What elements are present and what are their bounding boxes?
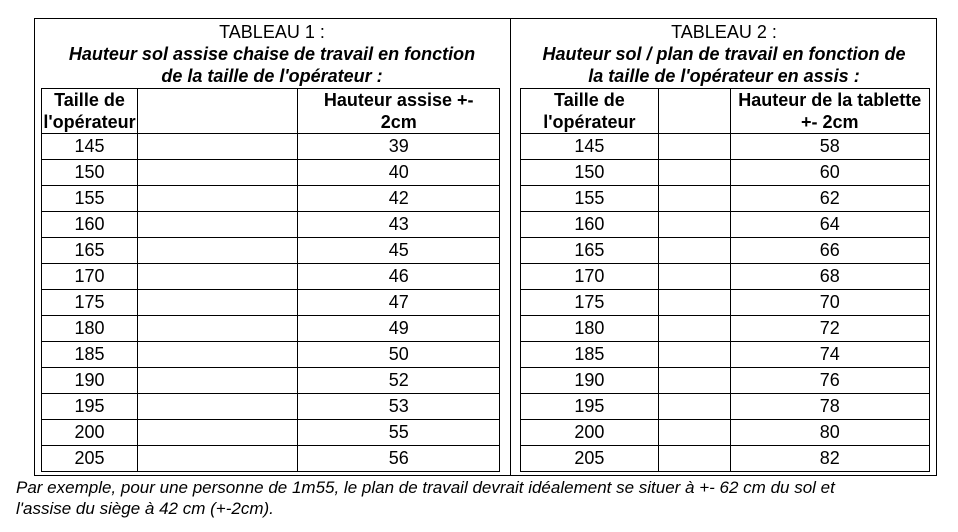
cell-taille: 195 xyxy=(521,394,659,420)
column-header-hauteur-assise xyxy=(298,89,500,134)
cell-empty xyxy=(658,316,730,342)
table-header-row xyxy=(521,89,930,134)
note-line1: Par exemple, pour une personne de 1m55, le plan de travail devrait idéalement se situer à +- 62 cm du sol et xyxy=(16,478,835,497)
table-row xyxy=(521,134,930,160)
cell-hauteur: 49 xyxy=(298,316,500,342)
table-header-row xyxy=(42,89,500,134)
cell-empty xyxy=(658,212,730,238)
cell-taille: 155 xyxy=(42,186,138,212)
header-line: Hauteur de la tablette xyxy=(738,90,922,110)
cell-hauteur: 55 xyxy=(298,420,500,446)
cell-hauteur: 82 xyxy=(730,446,929,472)
panel-tableau-1 xyxy=(34,18,510,87)
cell-empty xyxy=(137,394,297,420)
header-line: +- 2cm xyxy=(800,112,859,132)
table-row xyxy=(42,160,500,186)
tableau-2-subtitle-line2: la taille de l'opérateur en assis : xyxy=(588,66,860,86)
column-header-hauteur-tablette xyxy=(730,89,929,134)
table-row xyxy=(42,290,500,316)
header-line: l'opérateur xyxy=(43,112,136,132)
cell-empty xyxy=(658,186,730,212)
cell-taille: 205 xyxy=(42,446,138,472)
table-tableau-2 xyxy=(520,88,930,472)
table-row xyxy=(42,238,500,264)
table-row xyxy=(521,342,930,368)
cell-empty xyxy=(658,238,730,264)
cell-empty xyxy=(137,316,297,342)
cell-empty xyxy=(137,420,297,446)
cell-empty xyxy=(137,290,297,316)
table-row xyxy=(521,212,930,238)
column-header-taille xyxy=(42,89,138,134)
table-row xyxy=(521,238,930,264)
cell-empty xyxy=(658,446,730,472)
tableau-1-subtitle-line1: Hauteur sol assise chaise de travail en fonction xyxy=(68,44,476,64)
cell-taille: 190 xyxy=(42,368,138,394)
cell-taille: 160 xyxy=(42,212,138,238)
caption-tableau-2 xyxy=(511,21,937,87)
cell-taille: 180 xyxy=(521,316,659,342)
cell-taille: 200 xyxy=(521,420,659,446)
cell-hauteur: 78 xyxy=(730,394,929,420)
table-row xyxy=(42,420,500,446)
tableau-1-title: TABLEAU 1 : xyxy=(219,22,325,42)
table-row xyxy=(521,394,930,420)
table-row xyxy=(42,186,500,212)
cell-empty xyxy=(137,238,297,264)
cell-taille: 150 xyxy=(42,160,138,186)
cell-hauteur: 56 xyxy=(298,446,500,472)
cell-taille: 150 xyxy=(521,160,659,186)
cell-hauteur: 46 xyxy=(298,264,500,290)
column-header-empty xyxy=(137,89,297,134)
cell-hauteur: 45 xyxy=(298,238,500,264)
cell-taille: 185 xyxy=(42,342,138,368)
cell-hauteur: 80 xyxy=(730,420,929,446)
cell-taille: 195 xyxy=(42,394,138,420)
note-line2: l'assise du siège à 42 cm (+-2cm). xyxy=(16,499,274,518)
table-row xyxy=(521,290,930,316)
cell-hauteur: 74 xyxy=(730,342,929,368)
panel-tableau-2 xyxy=(511,18,937,87)
cell-hauteur: 42 xyxy=(298,186,500,212)
cell-taille: 200 xyxy=(42,420,138,446)
cell-empty xyxy=(137,160,297,186)
cell-taille: 160 xyxy=(521,212,659,238)
cell-taille: 165 xyxy=(42,238,138,264)
cell-taille: 175 xyxy=(521,290,659,316)
tableau-2-subtitle-line1: Hauteur sol / plan de travail en fonction de xyxy=(542,44,906,64)
cell-hauteur: 50 xyxy=(298,342,500,368)
header-line: l'opérateur xyxy=(543,112,636,132)
table-row xyxy=(42,134,500,160)
cell-empty xyxy=(658,420,730,446)
cell-empty xyxy=(658,290,730,316)
header-line: Hauteur assise +- xyxy=(323,90,474,110)
cell-hauteur: 64 xyxy=(730,212,929,238)
cell-empty xyxy=(137,446,297,472)
cell-taille: 175 xyxy=(42,290,138,316)
cell-hauteur: 72 xyxy=(730,316,929,342)
tableau-1-subtitle-line2: de la taille de l'opérateur : xyxy=(161,66,383,86)
table-row xyxy=(521,160,930,186)
cell-hauteur: 47 xyxy=(298,290,500,316)
table-row xyxy=(42,446,500,472)
table-row xyxy=(521,264,930,290)
table-row xyxy=(42,316,500,342)
table-row xyxy=(42,368,500,394)
table-row xyxy=(42,264,500,290)
tableau-2-title: TABLEAU 2 : xyxy=(671,22,777,42)
table-body xyxy=(521,134,930,472)
cell-hauteur: 60 xyxy=(730,160,929,186)
table-row xyxy=(42,342,500,368)
header-line: 2cm xyxy=(380,112,417,132)
table-row xyxy=(521,420,930,446)
cell-empty xyxy=(137,212,297,238)
table-row xyxy=(42,212,500,238)
table-row xyxy=(521,446,930,472)
cell-hauteur: 58 xyxy=(730,134,929,160)
cell-taille: 185 xyxy=(521,342,659,368)
cell-taille: 170 xyxy=(42,264,138,290)
table-body xyxy=(42,134,500,472)
cell-empty xyxy=(137,134,297,160)
cell-taille: 170 xyxy=(521,264,659,290)
cell-hauteur: 66 xyxy=(730,238,929,264)
caption-tableau-1 xyxy=(34,21,510,87)
column-header-empty xyxy=(658,89,730,134)
cell-taille: 190 xyxy=(521,368,659,394)
cell-taille: 165 xyxy=(521,238,659,264)
table-row xyxy=(42,394,500,420)
cell-taille: 155 xyxy=(521,186,659,212)
cell-taille: 205 xyxy=(521,446,659,472)
cell-empty xyxy=(658,264,730,290)
table-row xyxy=(521,368,930,394)
cell-hauteur: 76 xyxy=(730,368,929,394)
cell-hauteur: 68 xyxy=(730,264,929,290)
cell-hauteur: 43 xyxy=(298,212,500,238)
cell-empty xyxy=(137,368,297,394)
cell-hauteur: 53 xyxy=(298,394,500,420)
cell-empty xyxy=(658,394,730,420)
cell-empty xyxy=(137,264,297,290)
cell-taille: 180 xyxy=(42,316,138,342)
cell-empty xyxy=(137,186,297,212)
cell-hauteur: 40 xyxy=(298,160,500,186)
cell-hauteur: 70 xyxy=(730,290,929,316)
cell-hauteur: 39 xyxy=(298,134,500,160)
header-line: Taille de xyxy=(554,90,625,110)
cell-empty xyxy=(658,160,730,186)
table-row xyxy=(521,316,930,342)
cell-empty xyxy=(137,342,297,368)
header-line: Taille de xyxy=(54,90,125,110)
cell-empty xyxy=(658,134,730,160)
table-row xyxy=(521,186,930,212)
cell-hauteur: 62 xyxy=(730,186,929,212)
cell-empty xyxy=(658,342,730,368)
cell-hauteur: 52 xyxy=(298,368,500,394)
cell-taille: 145 xyxy=(521,134,659,160)
cell-taille: 145 xyxy=(42,134,138,160)
column-header-taille xyxy=(521,89,659,134)
example-note xyxy=(16,477,946,519)
cell-empty xyxy=(658,368,730,394)
table-tableau-1 xyxy=(41,88,500,472)
